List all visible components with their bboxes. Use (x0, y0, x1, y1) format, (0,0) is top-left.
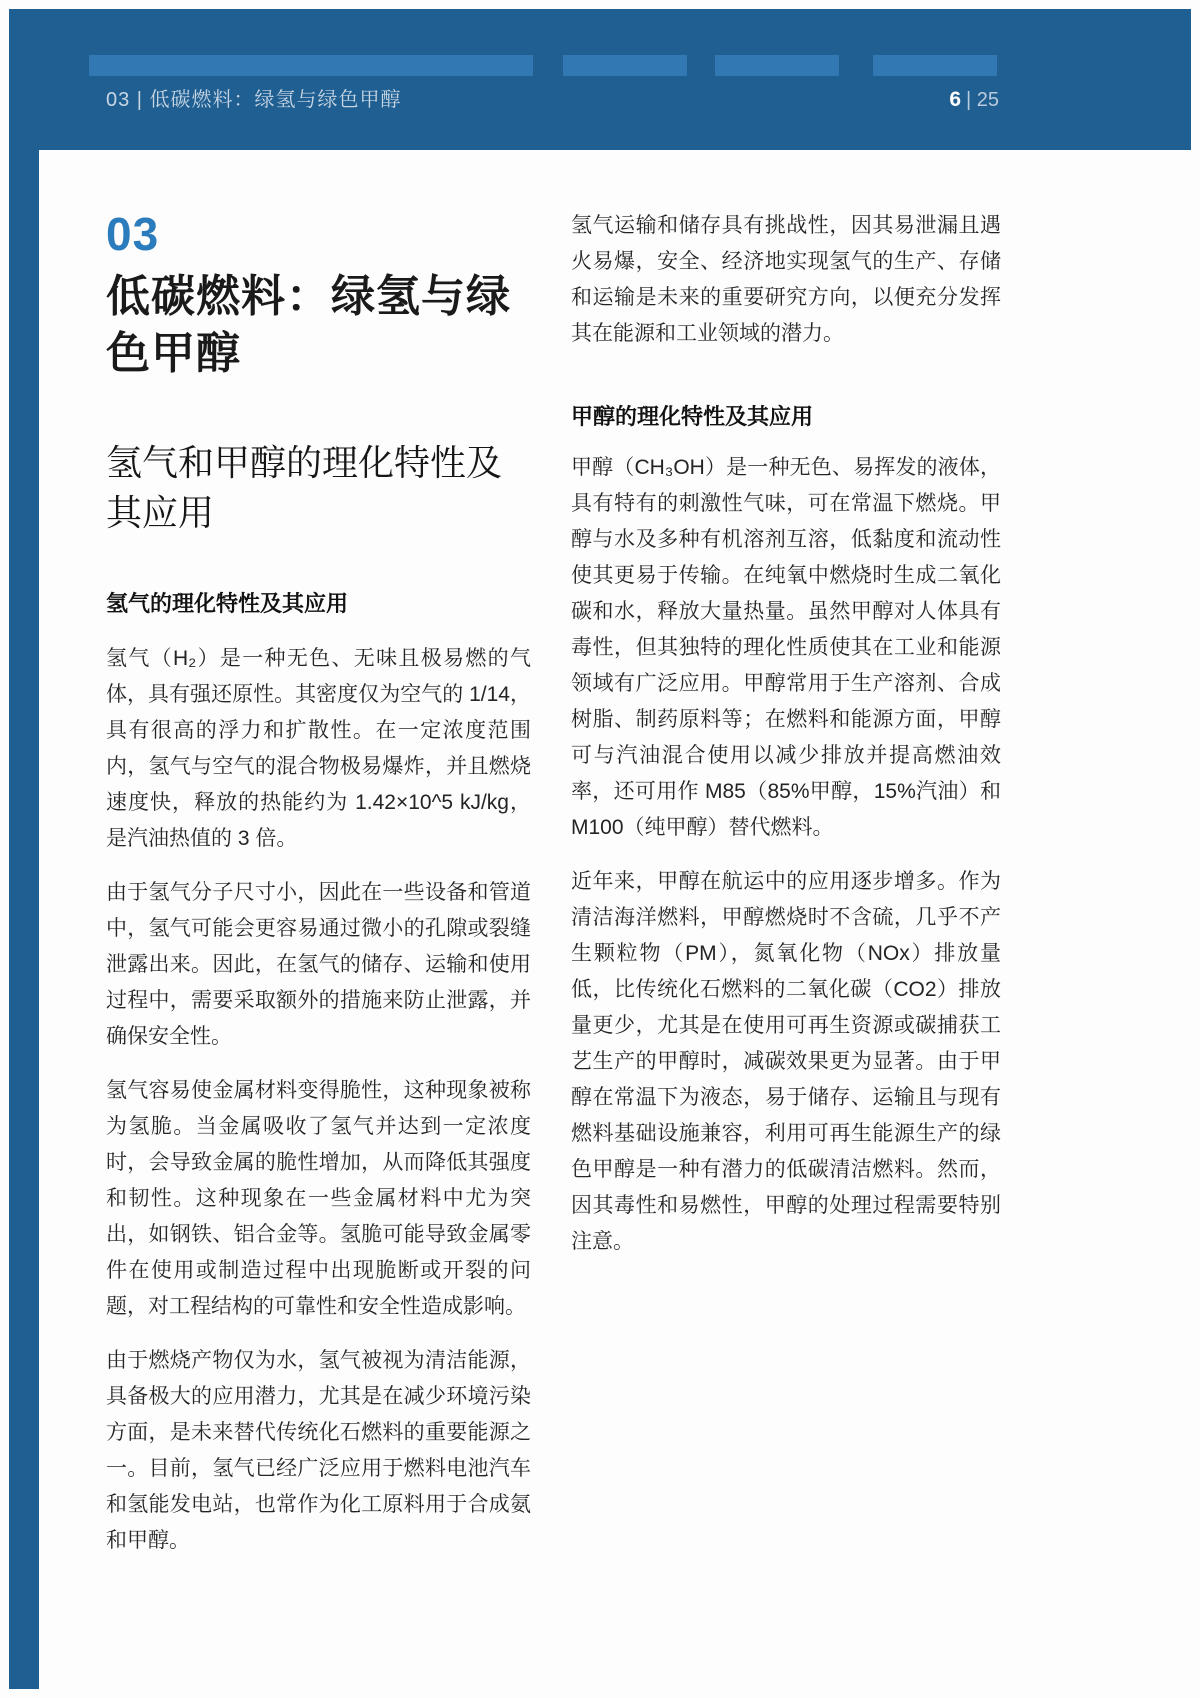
header-row (106, 83, 999, 112)
page-number-current: 6 (949, 88, 961, 111)
left-column (106, 206, 531, 1559)
methanol-subheading: 甲醇的理化特性及其应用 (571, 404, 814, 429)
hydrogen-transport-paragraph: 氢气运输和储存具有挑战性，因其易泄漏且遇火易爆，安全、经济地实现氢气的生产、存储和运输是未来的重要研究方向，以便充分发挥其在能源和工业领域的潜力。 (571, 214, 1001, 345)
decorative-dash (715, 55, 839, 76)
hydrogen-paragraph-3: 氢气容易使金属材料变得脆性，这种现象被称为氢脆。当金属吸收了氢气并达到一定浓度时，会导致金属的脆性增加，从而降低其强度和韧性。这种现象在一些金属材料中尤为突出，如钢铁、铝合金等。氢脆可能导致金属零件在使用或制造过程中出现脆断或开裂的问题，对工程结构的可靠性和安全性造成影响。 (106, 1079, 531, 1319)
right-column (571, 206, 1001, 1559)
page-number (949, 88, 999, 112)
page-number-total: | 25 (966, 89, 999, 111)
hydrogen-subheading: 氢气的理化特性及其应用 (106, 591, 349, 617)
hydrogen-paragraph-2: 由于氢气分子尺寸小，因此在一些设备和管道中，氢气可能会更容易通过微小的孔隙或裂缝泄露出来。因此，在氢气的储存、运输和使用过程中，需要采取额外的措施来防止泄露，并确保安全性。 (106, 881, 531, 1049)
decorative-dash (563, 55, 687, 76)
chapter-title: 低碳燃料：绿氢与绿色甲醇 (106, 271, 511, 378)
decorative-dash (89, 55, 533, 76)
left-accent-strip (9, 9, 39, 1689)
hydrogen-paragraph-4: 由于燃烧产物仅为水，氢气被视为清洁能源，具备极大的应用潜力，尤其是在减少环境污染方面，是未来替代传统化石燃料的重要能源之一。目前，氢气已经广泛应用于燃料电池汽车和氢能发电站，也常作为化工原料用于合成氨和甲醇。 (106, 1349, 531, 1553)
chapter-number: 03 (106, 208, 160, 260)
page-content (106, 150, 999, 1559)
header-dashes (89, 55, 997, 76)
running-title: 03 | 低碳燃料：绿氢与绿色甲醇 (106, 89, 402, 111)
page-inner (9, 9, 1191, 1689)
decorative-dash (873, 55, 997, 76)
page-header (9, 9, 1191, 150)
methanol-paragraph-2: 近年来，甲醇在航运中的应用逐步增多。作为清洁海洋燃料，甲醇燃烧时不含硫，几乎不产生颗粒物（PM），氮氧化物（NOx）排放量低，比传统化石燃料的二氧化碳（CO2）排放量更少，尤其是在使用可再生资源或碳捕获工艺生产的甲醇时，减碳效果更为显著。由于甲醇在常温下为液态，易于储存、运输且与现有燃料基础设施兼容，利用可再生能源生产的绿色甲醇是一种有潜力的低碳清洁燃料。然而，因其毒性和易燃性，甲醇的处理过程需要特别注意。 (571, 870, 1001, 1253)
hydrogen-paragraph-1: 氢气（H₂）是一种无色、无味且极易燃的气体，具有强还原性。其密度仅为空气的 1/14，具有很高的浮力和扩散性。在一定浓度范围内，氢气与空气的混合物极易爆炸，并且燃烧速度快，释放的热能约为 1.42×10^5 kJ/kg，是汽油热值的 3 倍。 (106, 647, 531, 851)
methanol-paragraph-1: 甲醇（CH₃OH）是一种无色、易挥发的液体，具有特有的刺激性气味，可在常温下燃烧。甲醇与水及多种有机溶剂互溶，低黏度和流动性使其更易于传输。在纯氧中燃烧时生成二氧化碳和水，释放大量热量。虽然甲醇对人体具有毒性，但其独特的理化性质使其在工业和能源领域有广泛应用。甲醇常用于生产溶剂、合成树脂、制药原料等；在燃料和能源方面，甲醇可与汽油混合使用以减少排放并提高燃油效率，还可用作 M85（85%甲醇，15%汽油）和 M100（纯甲醇）替代燃料。 (571, 456, 1001, 839)
section-title: 氢气和甲醇的理化特性及其应用 (106, 441, 503, 533)
